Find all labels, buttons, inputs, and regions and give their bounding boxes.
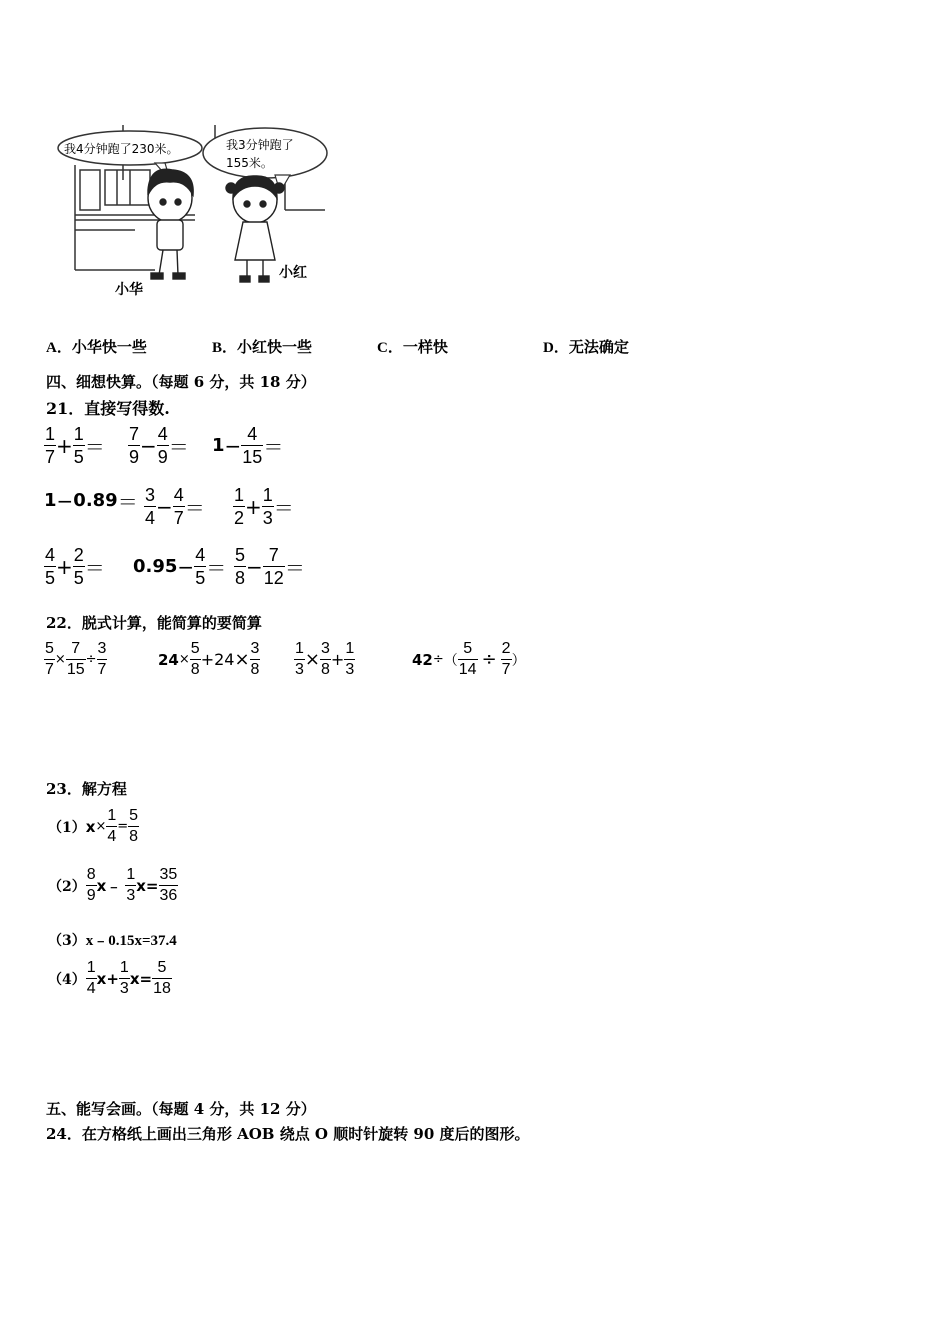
fraction: $\frac{1}{4}$ <box>86 959 96 997</box>
q21-row3-item3: $\frac{5}{8}$ − $\frac{7}{12}$ ＝ <box>235 545 305 588</box>
fraction: $\frac{4}{5}$ <box>195 545 206 588</box>
fraction: $\frac{1}{5}$ <box>73 424 84 467</box>
q22-item4: 42 ÷ （ $\frac{5}{14}$ ÷ $\frac{2}{7}$ ） <box>412 640 526 678</box>
fraction: $\frac{5}{8}$ <box>235 545 246 588</box>
name-xiaohong: 小红 <box>279 265 307 281</box>
q21-row2-item1: 1 − 0.89 ＝ <box>44 488 138 514</box>
fraction: $\frac{1}{4}$ <box>107 807 117 845</box>
fraction: $\frac{3}{7}$ <box>97 640 107 678</box>
q22-item1: $\frac{5}{7}$ × $\frac{7}{15}$ ÷ $\frac{3}{7}$ <box>45 640 107 678</box>
girl-figure <box>226 176 284 282</box>
option-b: B．小红快一些 <box>212 338 313 356</box>
q24-title: 24．在方格纸上画出三角形 AOB 绕点 O 顺时针旋转 90 度后的图形。 <box>46 1125 530 1143</box>
fraction: $\frac{4}{9}$ <box>157 424 168 467</box>
q23-eq3: （3） x﹣0.15x=37.4 <box>48 932 177 949</box>
boy-figure <box>148 169 193 279</box>
fraction: $\frac{5}{14}$ <box>458 640 477 678</box>
q23-eq1: （1） x × $\frac{1}{4}$ = $\frac{5}{8}$ <box>48 807 139 845</box>
bubble-right-text-line1: 我3分钟跑了 <box>226 138 294 152</box>
fraction: $\frac{3}{8}$ <box>321 640 330 678</box>
bubble-left-text: 我4分钟跑了230米。 <box>64 142 179 156</box>
fraction: $\frac{4}{7}$ <box>173 485 184 528</box>
fraction: $\frac{35}{36}$ <box>159 866 178 904</box>
fraction: $\frac{5}{8}$ <box>190 640 200 678</box>
q23-title: 23．解方程 <box>46 780 127 798</box>
bubble-right-text-line2: 155米。 <box>226 156 273 170</box>
fraction: $\frac{1}{3}$ <box>262 485 273 528</box>
q21-row2-item3: $\frac{1}{2}$ + $\frac{1}{3}$ ＝ <box>234 485 294 528</box>
q23-eq4: （4） $\frac{1}{4}$ x+ $\frac{1}{3}$ x= $\frac{5}{18}$ <box>48 959 171 997</box>
q21-title: 21．直接写得数. <box>46 399 170 418</box>
fraction: $\frac{7}{12}$ <box>263 545 284 588</box>
fraction: $\frac{1}{3}$ <box>119 959 129 997</box>
section5-title: 五、能写会画。（每题 4 分，共 12 分） <box>46 1100 316 1118</box>
q21-row1-item2: $\frac{7}{9}$ − $\frac{4}{9}$ ＝ <box>129 424 189 467</box>
fraction: $\frac{1}{3}$ <box>345 640 355 678</box>
fraction: $\frac{3}{8}$ <box>250 640 260 678</box>
section4-title: 四、细想快算。（每题 6 分，共 18 分） <box>46 373 316 391</box>
q21-row2-item2: $\frac{3}{4}$ − $\frac{4}{7}$ ＝ <box>145 485 205 528</box>
option-d: D．无法确定 <box>543 338 629 356</box>
fraction: $\frac{1}{7}$ <box>45 424 56 467</box>
fraction: $\frac{1}{2}$ <box>234 485 245 528</box>
q21-row3-item2: 0.95 − $\frac{4}{5}$ ＝ <box>133 545 227 588</box>
option-a: A．小华快一些 <box>46 338 147 356</box>
q21-row1-item3: 1 − $\frac{4}{15}$ ＝ <box>212 424 284 467</box>
fraction: $\frac{8}{9}$ <box>86 866 96 904</box>
q22-item2: 24 × $\frac{5}{8}$ + 24 × $\frac{3}{8}$ <box>158 640 260 678</box>
q23-eq2: （2） $\frac{8}{9}$ x﹣ $\frac{1}{3}$ x= $\frac{35}{36}$ <box>48 866 178 904</box>
q21-row1-item1: $\frac{1}{7}$ + $\frac{1}{5}$ ＝ <box>45 424 105 467</box>
q22-item3: $\frac{1}{3}$ × $\frac{3}{8}$ + $\frac{1}{3}$ <box>295 640 355 678</box>
fraction: $\frac{7}{9}$ <box>129 424 140 467</box>
fraction: $\frac{1}{3}$ <box>295 640 304 678</box>
fraction: $\frac{4}{15}$ <box>242 424 263 467</box>
q22-title: 22．脱式计算，能简算的要简算 <box>46 614 262 632</box>
fraction: $\frac{4}{5}$ <box>45 545 56 588</box>
fraction: $\frac{2}{7}$ <box>501 640 511 678</box>
fraction: $\frac{2}{5}$ <box>73 545 84 588</box>
fraction: $\frac{5}{7}$ <box>45 640 54 678</box>
fraction: $\frac{7}{15}$ <box>66 640 85 678</box>
fraction: $\frac{5}{18}$ <box>153 959 171 997</box>
q21-row3-item1: $\frac{4}{5}$ + $\frac{2}{5}$ ＝ <box>45 545 105 588</box>
name-xiaohua: 小华 <box>115 282 143 298</box>
option-c: C．一样快 <box>377 338 448 356</box>
fraction: $\frac{3}{4}$ <box>145 485 156 528</box>
fraction: $\frac{5}{8}$ <box>129 807 139 845</box>
fraction: $\frac{1}{3}$ <box>126 866 136 904</box>
